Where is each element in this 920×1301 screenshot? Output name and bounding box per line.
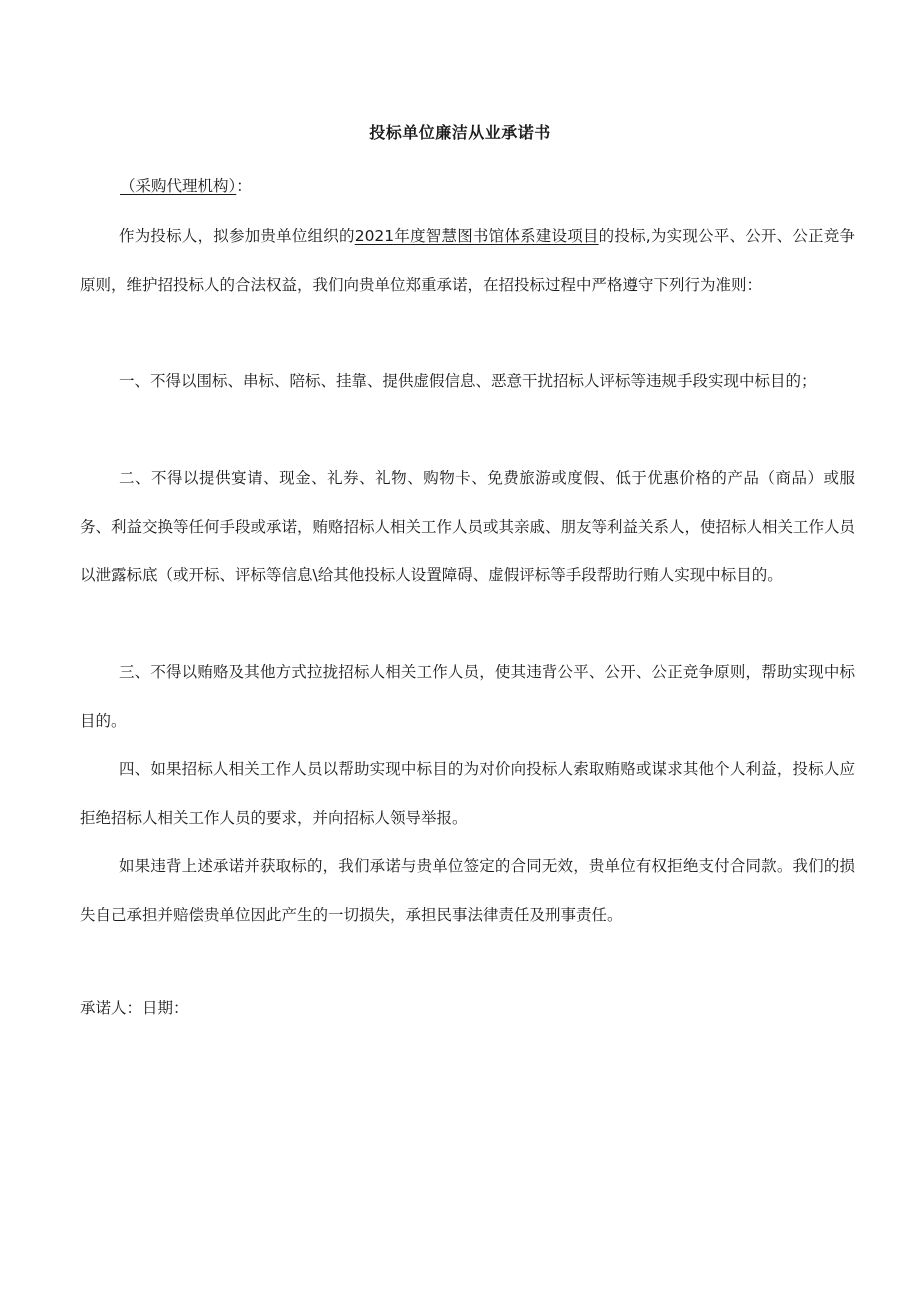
clause-3: 三、不得以贿赂及其他方式拉拢招标人相关工作人员，使其违背公平、公开、公正竞争原则，帮助实现中标目的。 <box>80 663 855 730</box>
intro-paragraph <box>80 212 855 309</box>
signature-line: 承诺人：日期： <box>80 999 189 1017</box>
project-name: 2021年度智慧图书馆体系建设项目 <box>354 227 599 245</box>
addressee-colon: ： <box>236 177 252 195</box>
addressee-line <box>120 174 252 198</box>
consequence-paragraph: 如果违背上述承诺并获取标的，我们承诺与贵单位签定的合同无效，贵单位有权拒绝支付合同款。我们的损失自己承担并赔偿贵单位因此产生的一切损失，承担民事法律责任及刑事责任。 <box>80 857 855 924</box>
clause-1: 一、不得以围标、串标、陪标、挂靠、提供虚假信息、恶意干扰招标人评标等违规手段实现中标目的； <box>119 372 817 390</box>
addressee-recipient: （采购代理机构） <box>120 177 237 195</box>
document-title: 投标单位廉洁从业承诺书 <box>369 123 551 142</box>
intro-part1: 作为投标人，拟参加贵单位组织的 <box>119 227 355 245</box>
clause-2: 二、不得以提供宴请、现金、礼券、礼物、购物卡、免费旅游或度假、低于优惠价格的产品（商品）或服务、利益交换等任何手段或承诺，贿赂招标人相关工作人员或其亲戚、朋友等利益关系人，使招标人相关工作人员以泄露标底（或开标、评标等信息\给其他投标人设置障碍、虚假评标等手段帮助行贿人实现中标目的。 <box>80 469 856 584</box>
intro-part2: 的投标,为实现公平、公开、公正竞争原则，维护招投标人的合法权益，我们向贵单位郑重承诺，在招投标过程中严格遵守下列行为准则： <box>80 227 855 294</box>
clause-4: 四、如果招标人相关工作人员以帮助实现中标目的为对价向投标人索取贿赂或谋求其他个人利益，投标人应拒绝招标人相关工作人员的要求，并向招标人领导举报。 <box>80 760 855 827</box>
